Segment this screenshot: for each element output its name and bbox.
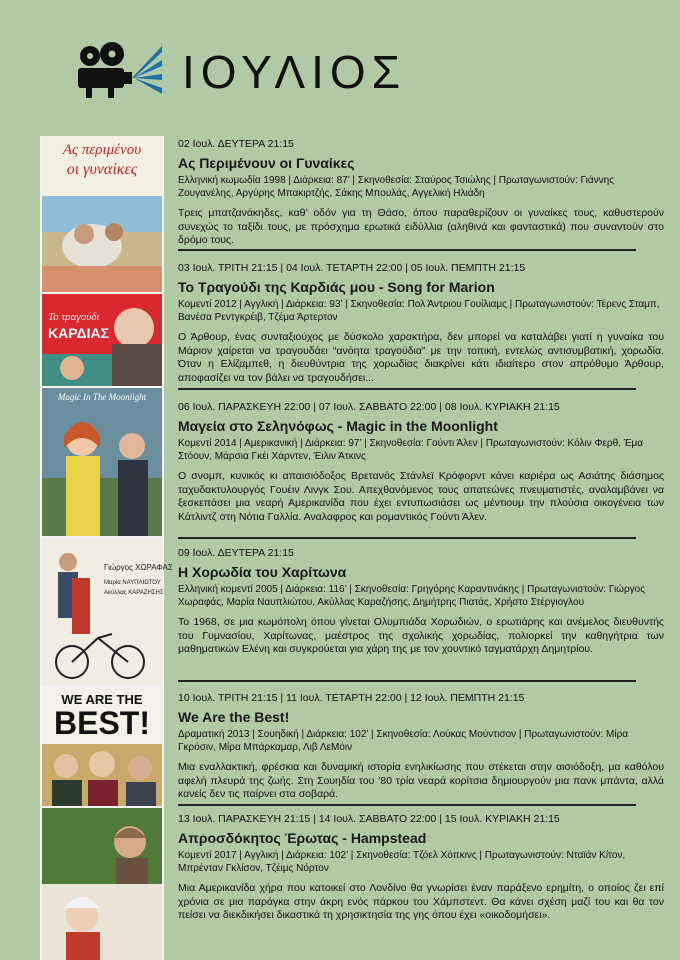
film-entry [178,546,664,657]
screening-dates: 13 Ιουλ. ΠΑΡΑΣΚΕΥΗ 21:15 | 14 Ιουλ. ΣΑΒΒΑΤΟ 22:00 | 15 Ιουλ. ΚΥΡΙΑΚΗ 21:15 [178,813,560,825]
screening-dates: 06 Ιουλ. ΠΑΡΑΣΚΕΥΗ 22:00 | 07 Ιουλ. ΣΑΒΒΑΤΟ 22:00 | 08 Ιουλ. ΚΥΡΙΑΚΗ 21:15 [178,401,560,413]
poster-title-line: Γιώργος ΧΩΡΑΦΑΣ [104,563,173,572]
page-header [0,0,680,110]
screening-dates: 10 Ιουλ. ΤΡΙΤΗ 21:15 | 11 Ιουλ. ΤΕΤΑΡΤΗ 22:00 | 12 Ιουλ. ΠΕΜΠΤΗ 21:15 [178,692,525,704]
poster-title-line: ΚΑΡΔΙΑΣ [48,325,109,341]
film-projector-icon [72,40,164,102]
film-entry [178,137,664,248]
divider [178,804,636,806]
poster-title-line: Magic In The Moonlight [57,392,147,402]
film-credits: Δραματική 2013 | Σουηδική | Διάρκεια: 102’ | Σκηνοθεσία: Λούκας Μούντισον | Πρωταγωνιστούν: Μίρα Γκρόσιν, Μίρα Μπάρκαμαρ, Λιβ ΛεΜόιν [178,729,629,753]
film-title: Η Χορωδία του Χαρίτωνα [178,564,347,580]
poster-column [40,136,173,960]
film-entry [178,261,664,385]
film-credits: Ελληνική κομεντί 2005 | Διάρκεια: 116’ | Σκηνοθεσία: Γρηγόρης Καραντινάκης | Πρωταγωνιστούν: Γιώργος Χωραφάς, Μαρία Ναυπλιώτου, Ακύλλας Καραζήσης, Δημήτρης Πιατάς, Χρήστο Στέργιογλου [178,584,646,608]
divider [178,680,636,682]
poster-title-line: Ας περιμένου [62,142,142,158]
film-entry [178,812,664,923]
film-credits: Κομεντί 2017 | Αγγλική | Διάρκεια: 102’ | Σκηνοθεσία: Τζόελ Χόπκινς | Πρωταγωνιστούν: Νταϊάν Κίτον, Μπρένταν Γκλίσον, Τζέιμς Νόρτον [178,850,626,874]
film-synopsis: Ο Άρθουρ, ένας συνταξιούχος με δύσκολο χαρακτήρα, δεν μπορεί να καταλάβει γιατί η γυναίκα του Μάριον χαίρεται να τραγουδάει “ανόητα τραγούδια” με την τοπική, εντελώς αντισυμβατική, χορωδία. Όταν η Ελίζαμπεθ, η διευθύντρια της χορωδίας διακρίνει κάτι ιδιαίτερο στον απρόθυμο Άρθουρ, αποφασίζει να τον βάλει να τραγουδήσει... [178,331,664,384]
poster-title-line: οι γυναίκες [66,161,138,178]
film-title: Απροσδόκητος Έρωτας - Hampstead [178,830,427,846]
film-credits: Ελληνική κωμωδία 1998 | Διάρκεια: 87’ | Σκηνοθεσία: Σταύρος Τσιώλης | Πρωταγωνιστούν: Γιάννης Ζουγανέλης, Αργύρης Μπακιρτζής, Σάκης Μπουλάς, Αγγελική Ηλιάδη [178,175,615,199]
month-title: ΙΟΥΛΙΟΣ [182,46,407,98]
poster-horodia-tou-haritona [42,538,173,686]
poster-title-line: BEST! [54,705,150,741]
poster-hampstead [42,808,162,960]
film-title: Το Τραγούδι της Καρδιάς μου - Song for Marion [178,279,495,295]
poster-title-line: Το τραγούδι [48,311,100,323]
divider [178,388,636,390]
screening-dates: 09 Ιουλ. ΔΕΥΤΕΡΑ 21:15 [178,547,294,559]
film-title: Ας Περιμένουν οι Γυναίκες [178,155,355,171]
divider [178,537,636,539]
film-credits: Κομεντί 2014 | Αμερικανική | Διάρκεια: 97’ | Σκηνοθεσία: Γούντι Άλεν | Πρωταγωνιστούν: Κόλιν Φερθ, Έμα Στόουν, Μάρσια Γκέι Χάρντεν, Έιλιν Άτκινς [178,438,644,462]
film-credits: Κομεντί 2012 | Αγγλική | Διάρκεια: 93’ | Σκηνοθεσία: Πολ Άντριου Γουίλιαμς | Πρωταγωνιστούν: Τέρενς Σταμπ, Βανέσα Ρεντγκρέιβ, Τζέμα Άρτερτον [178,299,660,323]
film-title: We Are the Best! [178,709,290,725]
poster-title-line: WE ARE THE [61,692,143,707]
poster-magic-in-the-moonlight [42,388,162,536]
film-title: Μαγεία στο Σεληνόφως - Magic in the Moonlight [178,418,498,434]
divider [178,249,636,251]
film-synopsis: Το 1968, σε μια κωμόπολη όπου γίνεται Ολυμπιάδα Χορωδιών, ο ερωτιάρης και ανέμελος διευθυντής του Γυμνασίου, Χαρίτωνας, μαέστρος της σχολικής χορωδίας, πολιορκεί την καθηγήτρια των μαθηματικών Ελένη και συγκρούεται για χάρη της με τον χουντικό ταγματάρχη Δημητρίου. [178,616,664,656]
poster-title-line: Ακύλλας ΚΑΡΑΖΗΣΗΣ [104,590,164,596]
poster-as-perimenoun [42,136,162,292]
poster-we-are-the-best [42,688,162,806]
film-synopsis: Ο σνομπ, κυνικός κι απαισιόδοξος Βρετανός Στάνλεϊ Κρόφορντ κάνει καριέρα ως Ασιάτης διάσημος ταχυδακτυλουργός Γουέιν Λινγκ Σου. Απεχθανόμενος τους απατεώνες πνευματιστές, αναλαμβάνει να ξεσκεπάσει μια νεαρή Αμερικανίδα που έχει εντυπωσιάσει ως μέντιουμ την πλούσια οικογένεια των Κάτλιντζ στη Νότια Γαλλία. Αναλαφρος και ρομαντικός Γούντι Άλεν. [178,470,664,523]
film-entry [178,691,664,802]
screening-dates: 03 Ιουλ. ΤΡΙΤΗ 21:15 | 04 Ιουλ. ΤΕΤΑΡΤΗ 22:00 | 05 Ιουλ. ΠΕΜΠΤΗ 21:15 [178,262,526,274]
film-synopsis: Μια Αμερικανίδα χήρα που κατοικεί στο Λονδίνο θα γνωρίσει έναν παράξενο ερημίτη, ο οποίος ζει επί χρόνια σε μια παράγκα στην άκρη ενός πάρκου του Χάμπστεντ. Θα κάνει σχέση μαζί του και θα τον πείσει να διεκδικήσει δικαστικά τη χρησικτησία της γης όπου έχει «οικοδομήσει». [178,882,664,922]
poster-song-for-marion [42,294,162,386]
film-entry [178,400,664,524]
film-synopsis: Μια εναλλακτική, φρέσκια και δυναμική ιστορία ενηλικίωσης που στέκεται στην αισιόδοξη, μα καθόλου αφελή πλευρά της ζωής. Στη Σουηδία του ’80 τρία νεαρά κορίτσια δημιουργούν μια πανκ μπάντα, αλλά κανείς δεν τις παίρνει στα σοβαρά. [178,761,664,801]
screening-dates: 02 Ιουλ. ΔΕΥΤΕΡΑ 21:15 [178,138,294,150]
poster-title-line: Μαρία ΝΑΥΠΛΙΩΤΟΥ [104,580,161,586]
film-synopsis: Τρεις μπατζανάκηδες, καθ’ οδόν για τη Θάσο, όπου παραθερίζουν οι γυναίκες τους, καθυστερούν συνεχώς το ταξίδι τους, με πρόσχημα ερωτικά ειδύλλια (αληθινά και φανταστικά) που συναντούν στο δρόμο τους. [178,207,664,247]
